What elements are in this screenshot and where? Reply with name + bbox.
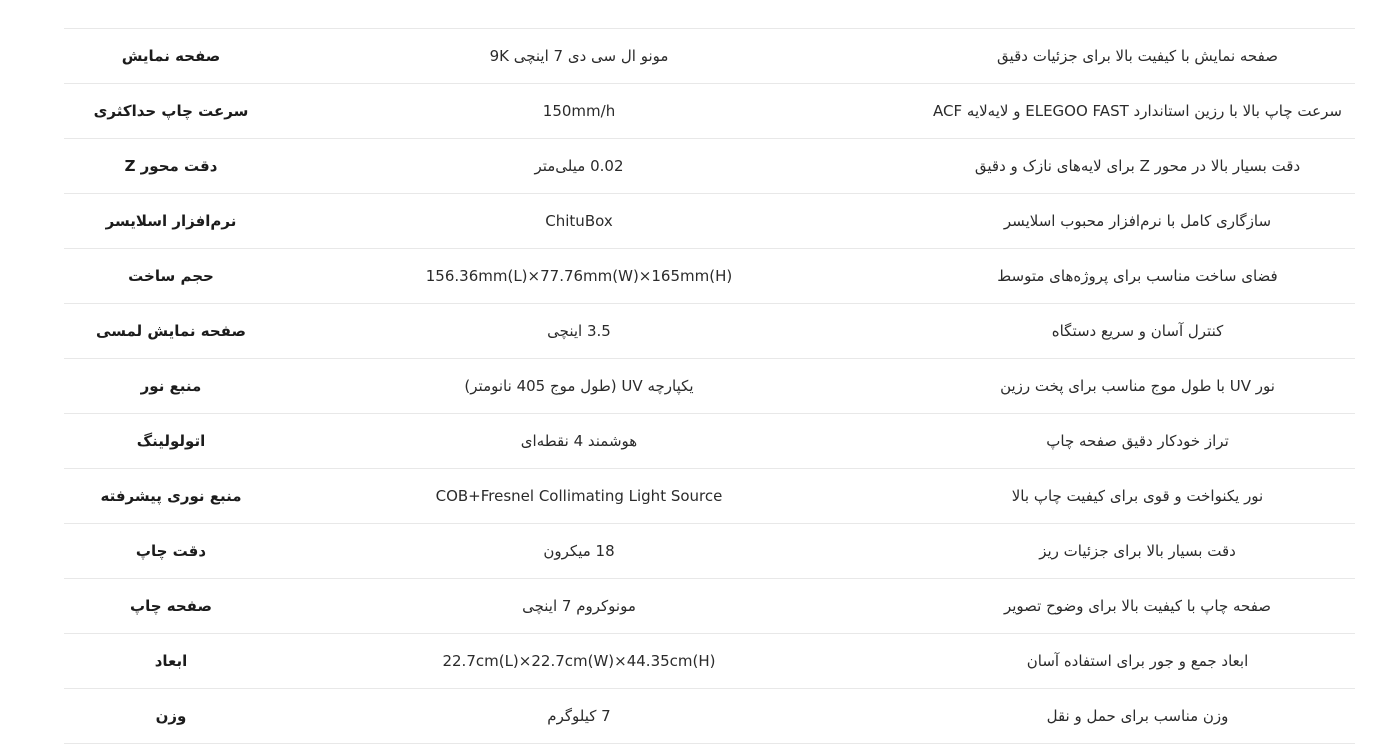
spec-description: وزن مناسب برای حمل و نقل [1046,707,1229,725]
spec-label: دقت چاپ [135,542,207,560]
spec-value: 18 میکرون [543,542,615,560]
spec-description: کنترل آسان و سریع دستگاه [1051,322,1224,340]
spec-label: حجم ساخت [128,267,214,285]
spec-label: ابعاد [154,652,188,670]
spec-value: 150mm/h [542,102,616,120]
spec-row-print-speed [64,84,1355,139]
spec-row-display [64,29,1355,84]
spec-value: 22.7cm(L)×22.7cm(W)×44.35cm(H) [442,652,716,670]
spec-row-dimensions [64,634,1355,689]
spec-description: نور UV با طول موج مناسب برای پخت رزین [1000,377,1275,395]
spec-value: مونوکروم 7 اینچی [522,597,636,615]
spec-label: منبع نور [140,377,202,395]
spec-value: 3.5 اینچی [547,322,611,340]
spec-description: دقت بسیار بالا برای جزئیات ریز [1039,542,1236,560]
spec-label: صفحه نمایش [121,47,221,65]
spec-row-slicer [64,194,1355,249]
spec-value: COB+Fresnel Collimating Light Source [435,487,723,505]
spec-description: سازگاری کامل با نرم‌افزار محبوب اسلایسر [1003,212,1272,230]
spec-description: صفحه چاپ با کیفیت بالا برای وضوح تصویر [1003,597,1272,615]
spec-value: یکپارچه UV (طول موج 405 نانومتر) [464,377,694,395]
spec-row-build-volume [64,249,1355,304]
spec-label: سرعت چاپ حداکثری [93,102,249,120]
spec-label: وزن [155,707,187,725]
spec-row-print-accuracy [64,524,1355,579]
spec-label: دقت محور Z [124,157,218,175]
spec-row-weight [64,689,1355,744]
spec-description: ابعاد جمع و جور برای استفاده آسان [1026,652,1249,670]
spec-description: نور یکنواخت و قوی برای کیفیت چاپ بالا [1011,487,1264,505]
spec-label: نرم‌افزار اسلایسر [105,212,237,230]
spec-description: صفحه نمایش با کیفیت بالا برای جزئیات دقیق [997,47,1278,65]
spec-row-light-source [64,359,1355,414]
spec-description: سرعت چاپ بالا با رزین استاندارد ELEGOO FAST و لایه‌لایه ACF [933,102,1342,120]
spec-label: صفحه نمایش لمسی [96,322,246,340]
spec-row-advanced-light [64,469,1355,524]
spec-row-touchscreen [64,304,1355,359]
spec-label: صفحه چاپ [130,597,212,615]
spec-label: منبع نوری پیشرفته [100,487,242,505]
spec-value: 0.02 میلی‌متر [534,157,624,175]
spec-description: فضای ساخت مناسب برای پروژه‌های متوسط [997,267,1278,285]
spec-value: هوشمند 4 نقطه‌ای [520,432,638,450]
spec-description: دقت بسیار بالا در محور Z برای لایه‌های نازک و دقیق [974,157,1301,175]
spec-label: اتولولینگ [136,432,206,450]
spec-value: 7 کیلوگرم [547,707,611,725]
spec-row-auto-leveling [64,414,1355,469]
spec-value: ChituBox [545,212,613,230]
spec-row-print-screen [64,579,1355,634]
specifications-table [64,28,1355,744]
spec-value: 156.36mm(L)×77.76mm(W)×165mm(H) [425,267,733,285]
spec-value: مونو ال سی دی 7 اینچی 9K [489,47,669,65]
spec-description: تراز خودکار دقیق صفحه چاپ [1046,432,1229,450]
spec-row-z-accuracy [64,139,1355,194]
